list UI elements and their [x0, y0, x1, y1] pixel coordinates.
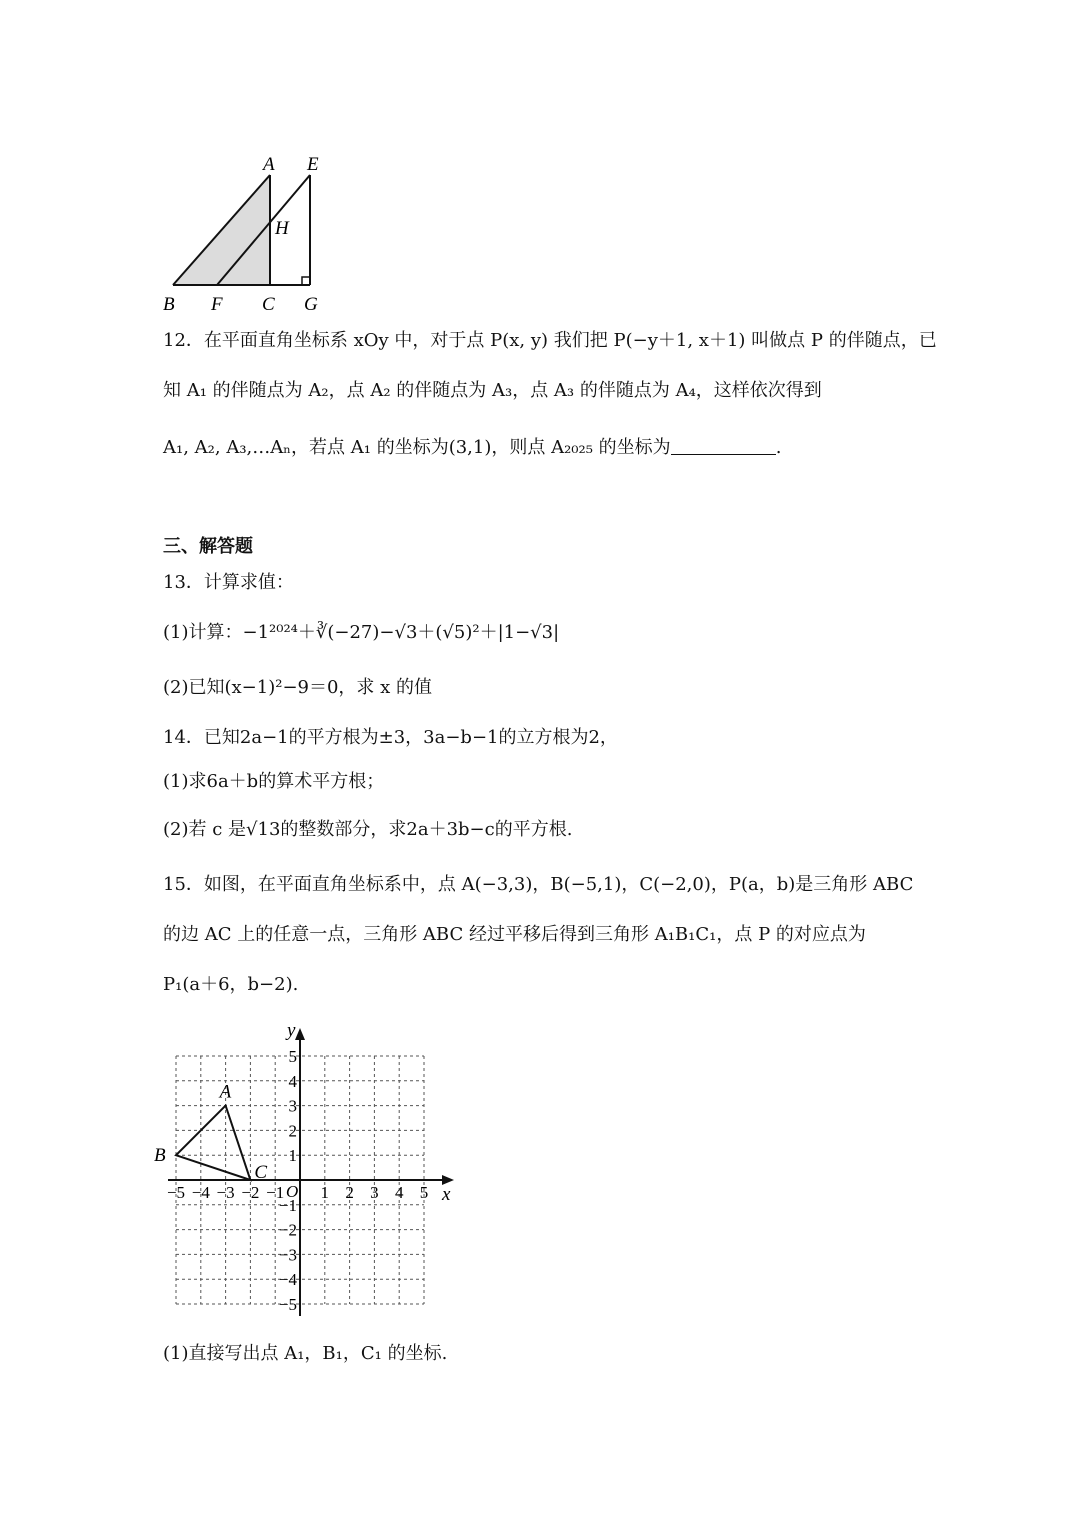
q12-line3-text: A₁, A₂, A₃,…Aₙ，若点 A₁ 的坐标为(3,1)，则点 A₂₀₂₅ 的坐标为	[163, 437, 671, 458]
x-tick-label: −4	[191, 1183, 210, 1202]
x-tick-label: −5	[166, 1183, 186, 1202]
q13-part2: (2)已知(x−1)²−9＝0，求 x 的值	[163, 677, 433, 698]
q14-part1: (1)求6a＋b的算术平方根；	[163, 771, 385, 792]
answer-blank[interactable]	[671, 436, 776, 455]
q14-part2: (2)若 c 是√13的整数部分，求2a＋3b−c的平方根.	[163, 819, 573, 840]
point-label-c: C	[254, 1162, 268, 1183]
q12-line1: 12．在平面直角坐标系 xOy 中，对于点 P(x, y) 我们把 P(−y＋1, x＋1) 叫做点 P 的伴随点，已	[163, 330, 937, 351]
x-tick-label: −1	[266, 1183, 285, 1202]
x-tick-label: 1	[320, 1183, 330, 1202]
section-title: 三、解答题	[163, 536, 253, 557]
q12-line3-end: .	[775, 437, 782, 458]
geometry-figure	[155, 150, 335, 320]
q15-part1: (1)直接写出点 A₁，B₁，C₁ 的坐标.	[163, 1343, 448, 1364]
y-tick-label: −2	[278, 1220, 297, 1240]
y-tick-label: −1	[278, 1195, 297, 1215]
label-f: F	[211, 294, 223, 315]
q13-part1: (1)计算：−1²⁰²⁴＋∛(−27)−√3＋(√5)²＋|1−√3|	[163, 622, 560, 643]
q12-line3	[163, 435, 781, 461]
point-label-b: B	[154, 1145, 166, 1167]
right-angle-mark	[302, 277, 310, 285]
y-tick-label: 3	[288, 1096, 297, 1116]
q15-line1: 15．如图，在平面直角坐标系中，点 A(−3,3)，B(−5,1)，C(−2,0)，P(a，b)是三角形 ABC	[163, 874, 914, 895]
q15-line3: P₁(a＋6，b−2).	[163, 974, 299, 995]
y-tick-label: 5	[288, 1047, 297, 1066]
point-label-a: A	[219, 1081, 232, 1103]
triangle-abc	[176, 1106, 250, 1180]
q14-stem: 14．已知2a−1的平方根为±3，3a−b−1的立方根为2，	[163, 727, 618, 748]
label-c: C	[262, 294, 275, 315]
x-tick-label: −2	[241, 1183, 260, 1202]
y-axis-arrow	[295, 1028, 305, 1040]
q13-stem: 13．计算求值：	[163, 572, 294, 593]
x-tick-label: 5	[419, 1183, 429, 1202]
y-tick-label: −5	[278, 1295, 297, 1314]
q12-line2: 知 A₁ 的伴随点为 A₂，点 A₂ 的伴随点为 A₃，点 A₃ 的伴随点为 A₄，这样依次得到	[163, 380, 822, 401]
label-a: A	[263, 154, 275, 175]
y-tick-label: 2	[288, 1121, 297, 1141]
x-tick-label: 2	[345, 1183, 354, 1202]
y-axis-label: y	[287, 1020, 296, 1041]
coordinate-plane	[150, 1015, 470, 1325]
label-h: H	[275, 218, 289, 239]
x-tick-label: 4	[394, 1183, 404, 1202]
q15-line2: 的边 AC 上的任意一点，三角形 ABC 经过平移后得到三角形 A₁B₁C₁，点 P 的对应点为	[163, 924, 866, 945]
label-e: E	[307, 154, 319, 175]
x-axis-label: x	[442, 1184, 451, 1205]
label-g: G	[304, 294, 318, 315]
x-tick-label: 3	[370, 1183, 379, 1202]
x-tick-label: −3	[216, 1183, 235, 1202]
origin-label: O	[286, 1182, 299, 1201]
label-b: B	[163, 294, 175, 315]
y-tick-label: 1	[288, 1146, 297, 1166]
y-tick-label: 4	[288, 1071, 297, 1091]
y-tick-label: −3	[278, 1245, 297, 1265]
y-tick-label: −4	[278, 1270, 297, 1290]
